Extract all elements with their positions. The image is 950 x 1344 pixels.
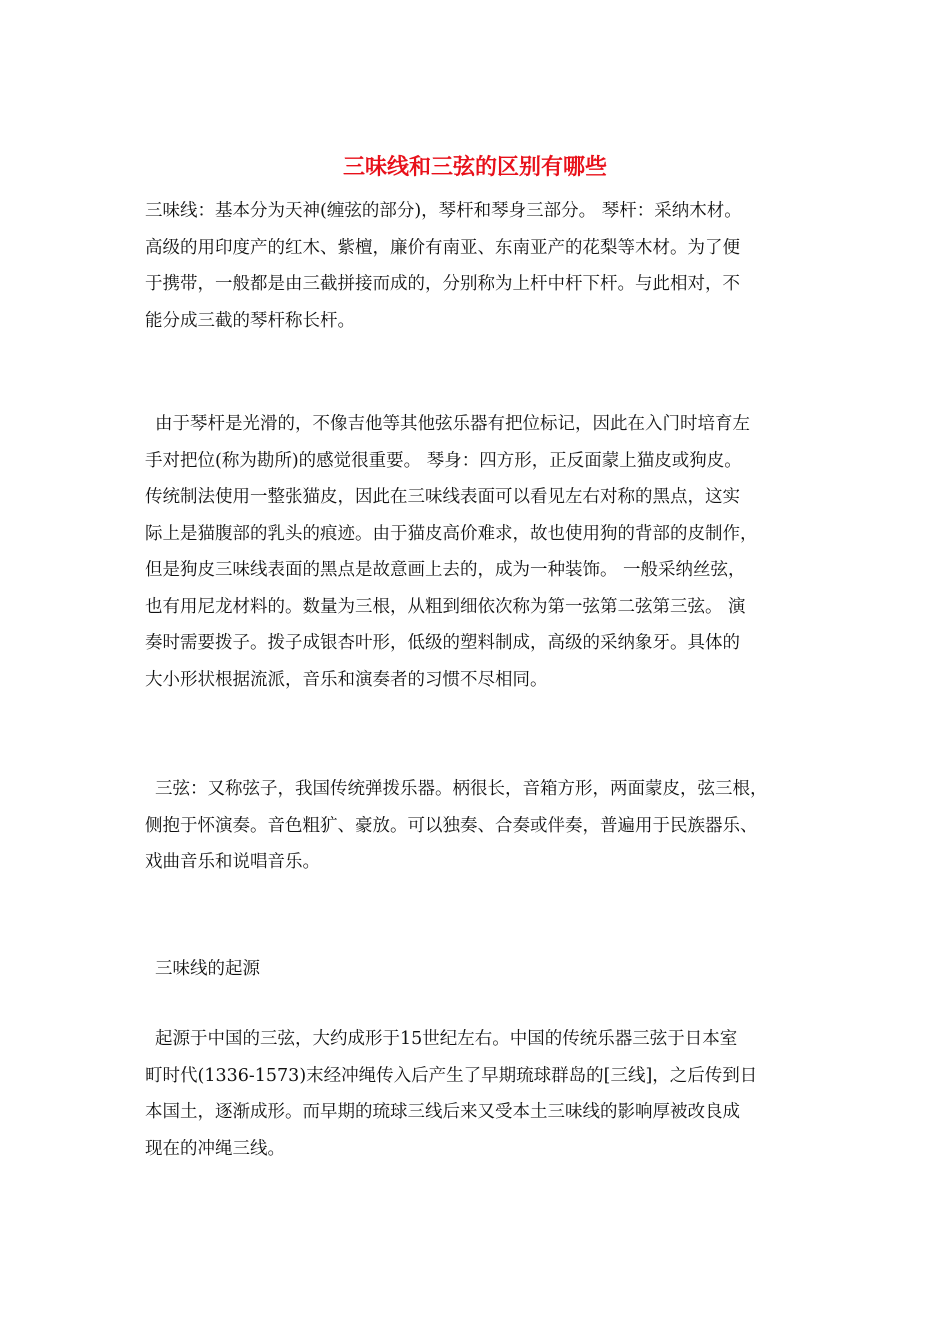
text-line: 能分成三截的琴杆称长杆。 xyxy=(145,310,355,331)
text-line: 大小形状根据流派，音乐和演奏者的习惯不尽相同。 xyxy=(145,669,548,690)
text-line: 三弦：又称弦子，我国传统弹拨乐器。柄很长，音箱方形，两面蒙皮，弦三根， xyxy=(155,779,768,799)
text-line: 三味线的起源 xyxy=(155,959,260,979)
text-line: 町时代(1336-1573)末经冲绳传入后产生了早期琉球群岛的[三线]，之后传到日 xyxy=(145,1065,758,1086)
text-line: 戏曲音乐和说唱音乐。 xyxy=(145,852,320,872)
text-line: 于携带，一般都是由三截拼接而成的，分别称为上杆中杆下杆。与此相对，不 xyxy=(145,274,740,294)
text-line: 由于琴杆是光滑的，不像吉他等其他弦乐器有把位标记，因此在入门时培育左 xyxy=(155,414,750,434)
text-line: 手对把位(称为勘所)的感觉很重要。 琴身：四方形，正反面蒙上猫皮或狗皮。 xyxy=(145,450,742,471)
text-line: 三味线：基本分为天神(缠弦的部分)，琴杆和琴身三部分。 琴杆：采纳木材。 xyxy=(145,201,742,221)
text-line: 高级的用印度产的红木、紫檀，廉价有南亚、东南亚产的花梨等木材。为了便 xyxy=(145,237,740,258)
text-line: 现在的冲绳三线。 xyxy=(145,1138,285,1159)
text-line: 际上是猫腹部的乳头的痕迹。由于猫皮高价难求，故也使用狗的背部的皮制作， xyxy=(145,523,758,544)
text-line: 奏时需要拨子。拨子成银杏叶形，低级的塑料制成，高级的采纳象牙。具体的 xyxy=(145,633,740,653)
page-title: 三味线和三弦的区别有哪些 xyxy=(342,155,607,180)
text-line: 也有用尼龙材料的。数量为三根，从粗到细依次称为第一弦第二弦第三弦。 演 xyxy=(145,596,746,617)
paragraph-shamisen-details xyxy=(145,406,815,698)
paragraph-origin xyxy=(145,1021,815,1167)
paragraph-sanxian xyxy=(145,771,815,881)
text-line: 侧抱于怀演奏。音色粗犷、豪放。可以独奏、合奏或伴奏，普遍用于民族器乐、 xyxy=(145,815,758,836)
text-line: 起源于中国的三弦，大约成形于15世纪左右。中国的传统乐器三弦于日本室 xyxy=(155,1029,738,1049)
text-line: 但是狗皮三味线表面的黑点是故意画上去的，成为一种装饰。 一般采纳丝弦， xyxy=(145,560,746,580)
text-line: 本国土，逐渐成形。而早期的琉球三线后来又受本土三味线的影响厚被改良成 xyxy=(145,1102,740,1122)
text-line: 传统制法使用一整张猫皮，因此在三味线表面可以看见左右对称的黑点，这实 xyxy=(145,487,740,507)
section-heading-origin xyxy=(145,951,815,988)
paragraph-shamisen-structure xyxy=(145,193,815,339)
